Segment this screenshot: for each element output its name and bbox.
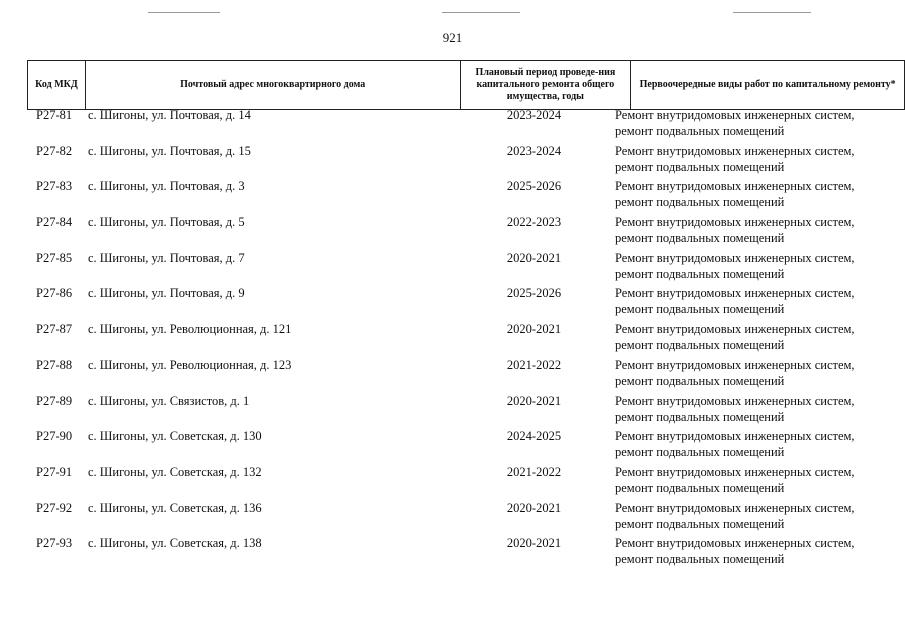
row-address: с. Шигоны, ул. Почтовая, д. 15 — [88, 143, 251, 158]
row-works — [615, 285, 885, 317]
row-works — [615, 357, 885, 389]
row-works-line-1: Ремонт внутридомовых инженерных систем, — [615, 536, 855, 551]
row-code: Р27-92 — [36, 500, 73, 515]
row-works-line-2: ремонт подвальных помещений — [615, 266, 785, 281]
row-period: 2020-2021 — [506, 536, 562, 551]
row-works — [615, 250, 885, 282]
row-code: Р27-84 — [36, 215, 73, 230]
row-address: с. Шигоны, ул. Почтовая, д. 14 — [88, 108, 251, 122]
row-code: Р27-87 — [36, 322, 73, 337]
row-address: с. Шигоны, ул. Советская, д. 136 — [88, 500, 262, 515]
table-row — [0, 250, 905, 286]
row-works-line-1: Ремонт внутридомовых инженерных систем, — [615, 250, 855, 265]
header-works: Первоочередные виды работ по капитальному ремонту* — [631, 61, 905, 109]
row-works-line-2: ремонт подвальных помещений — [615, 195, 785, 210]
row-address: с. Шигоны, ул. Почтовая, д. 9 — [88, 286, 245, 301]
row-period: 2020-2021 — [506, 322, 562, 337]
row-code: Р27-90 — [36, 429, 73, 444]
row-address: с. Шигоны, ул. Почтовая, д. 3 — [88, 179, 245, 194]
table-row — [0, 107, 905, 143]
row-works-line-1: Ремонт внутридомовых инженерных систем, — [615, 108, 855, 122]
row-works — [615, 393, 885, 425]
row-period: 2020-2021 — [506, 500, 562, 515]
row-works-line-1: Ремонт внутридомовых инженерных систем, — [615, 393, 855, 408]
row-works-line-1: Ремонт внутридомовых инженерных систем, — [615, 179, 855, 194]
table-row — [0, 535, 905, 571]
row-code: Р27-85 — [36, 250, 73, 265]
row-code: Р27-81 — [36, 108, 73, 122]
table-row — [0, 285, 905, 321]
row-works-line-2: ремонт подвальных помещений — [615, 445, 785, 460]
row-code: Р27-89 — [36, 393, 73, 408]
row-works-line-1: Ремонт внутридомовых инженерных систем, — [615, 357, 855, 372]
page-number: 921 — [442, 30, 463, 45]
row-code: Р27-91 — [36, 464, 73, 479]
table-row — [0, 393, 905, 429]
table-row — [0, 178, 905, 214]
row-works — [615, 178, 885, 210]
scan-artifact-line — [442, 12, 520, 13]
row-code: Р27-88 — [36, 357, 73, 372]
row-works — [615, 464, 885, 496]
row-works-line-2: ремонт подвальных помещений — [615, 159, 785, 174]
row-works-line-2: ремонт подвальных помещений — [615, 516, 785, 531]
row-period: 2022-2023 — [506, 215, 562, 230]
row-works — [615, 214, 885, 246]
table-row — [0, 428, 905, 464]
row-period: 2021-2022 — [506, 464, 562, 479]
row-works-line-2: ремонт подвальных помещений — [615, 552, 785, 567]
row-works-line-2: ремонт подвальных помещений — [615, 480, 785, 495]
row-works-line-2: ремонт подвальных помещений — [615, 302, 785, 317]
row-works-line-1: Ремонт внутридомовых инженерных систем, — [615, 500, 855, 515]
row-address: с. Шигоны, ул. Советская, д. 130 — [88, 429, 262, 444]
row-works — [615, 107, 885, 139]
row-code: Р27-82 — [36, 143, 73, 158]
row-works — [615, 428, 885, 460]
row-works-line-1: Ремонт внутридомовых инженерных систем, — [615, 322, 855, 337]
table-header — [27, 60, 905, 110]
scan-artifact-line — [148, 12, 220, 13]
table-row — [0, 143, 905, 179]
row-period: 2020-2021 — [506, 250, 562, 265]
row-address: с. Шигоны, ул. Почтовая, д. 5 — [88, 215, 245, 230]
row-works-line-1: Ремонт внутридомовых инженерных систем, — [615, 464, 855, 479]
row-address: с. Шигоны, ул. Почтовая, д. 7 — [88, 250, 245, 265]
row-works-line-2: ремонт подвальных помещений — [615, 231, 785, 246]
row-period: 2023-2024 — [506, 108, 562, 122]
row-works — [615, 535, 885, 567]
row-code: Р27-86 — [36, 286, 73, 301]
row-works-line-2: ремонт подвальных помещений — [615, 409, 785, 424]
row-works-line-2: ремонт подвальных помещений — [615, 338, 785, 353]
row-address: с. Шигоны, ул. Советская, д. 138 — [88, 536, 262, 551]
row-works-line-1: Ремонт внутридомовых инженерных систем, — [615, 429, 855, 444]
row-address: с. Шигоны, ул. Революционная, д. 121 — [88, 322, 292, 337]
row-period: 2020-2021 — [506, 393, 562, 408]
table-row — [0, 321, 905, 357]
row-works — [615, 500, 885, 532]
header-code: Код МКД — [28, 61, 86, 109]
row-works-line-2: ремонт подвальных помещений — [615, 124, 785, 138]
row-works-line-1: Ремонт внутридомовых инженерных систем, — [615, 215, 855, 230]
row-address: с. Шигоны, ул. Связистов, д. 1 — [88, 393, 250, 408]
row-period: 2021-2022 — [506, 357, 562, 372]
row-works-line-2: ремонт подвальных помещений — [615, 373, 785, 388]
table-row — [0, 500, 905, 536]
header-period: Плановый период проведе-ния капитального ремонта общего имущества, годы — [461, 61, 632, 109]
row-period: 2023-2024 — [506, 143, 562, 158]
scan-artifact-line — [733, 12, 811, 13]
row-period: 2025-2026 — [506, 179, 562, 194]
row-works-line-1: Ремонт внутридомовых инженерных систем, — [615, 286, 855, 301]
table-row — [0, 214, 905, 250]
row-code: Р27-93 — [36, 536, 73, 551]
row-address: с. Шигоны, ул. Революционная, д. 123 — [88, 357, 292, 372]
table-body — [0, 107, 905, 571]
row-works-line-1: Ремонт внутридомовых инженерных систем, — [615, 143, 855, 158]
table-row — [0, 464, 905, 500]
row-code: Р27-83 — [36, 179, 73, 194]
row-period: 2024-2025 — [506, 429, 562, 444]
row-works — [615, 143, 885, 175]
table-row — [0, 357, 905, 393]
header-address: Почтовый адрес многоквартирного дома — [86, 61, 461, 109]
row-address: с. Шигоны, ул. Советская, д. 132 — [88, 464, 262, 479]
row-period: 2025-2026 — [506, 286, 562, 301]
row-works — [615, 321, 885, 353]
